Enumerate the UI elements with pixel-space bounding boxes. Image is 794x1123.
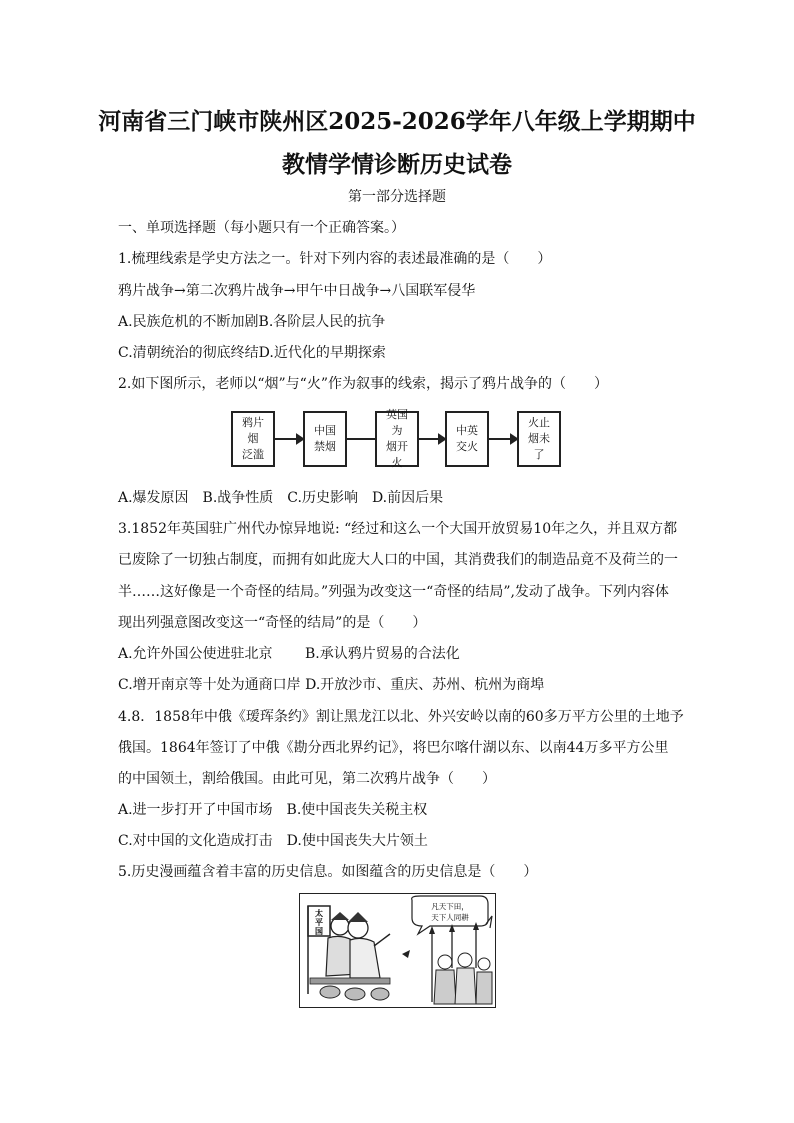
flow-box-1: 鸦片烟 泛滥 bbox=[231, 411, 275, 467]
q3-options-ab: A.允许外国公使进驻北京 B.承认鸦片贸易的合法化 bbox=[118, 646, 460, 662]
q4-line2: 俄国。1864年签订了中俄《勘分西北界约记》，将巴尔喀什湖以东、以南44万多平方公里 bbox=[118, 740, 669, 756]
bubble-line-1: 凡天下田， bbox=[431, 902, 469, 911]
q1-stem: 1.梳理线索是学史方法之一。针对下列内容的表述最准确的是（ ） bbox=[118, 251, 552, 267]
q1-sequence: 鸦片战争→第二次鸦片战争→甲午中日战争→八国联军侵华 bbox=[118, 283, 476, 299]
q4-options-cd: C.对中国的文化造成打击 D.使中国丧失大片领土 bbox=[118, 833, 428, 849]
q3-line1: 3.1852年英国驻广州代办惊异地说: “经过和这么一个大国开放贸易10年之久，并且双方都 bbox=[118, 521, 678, 537]
q1-options-ab: A.民族危机的不断加剧B.各阶层人民的抗争 bbox=[118, 314, 386, 330]
cartoon-drawing bbox=[300, 894, 494, 1006]
flag-char-1: 太 bbox=[315, 908, 323, 918]
flag-char-3: 国 bbox=[315, 926, 323, 936]
q1-options-cd: C.清朝统治的彻底终结D.近代化的早期探索 bbox=[118, 345, 386, 361]
flow-arrows bbox=[231, 411, 566, 471]
q3-options-cd: C.增开南京等十处为通商口岸 D.开放沙市、重庆、苏州、杭州为商埠 bbox=[118, 677, 545, 693]
q4-options-ab: A.进一步打开了中国市场 B.使中国丧失关税主权 bbox=[118, 802, 428, 818]
bubble-line-2: 天下人同耕 bbox=[431, 913, 469, 922]
q2-options: A.爆发原因 B.战争性质 C.历史影响 D.前因后果 bbox=[118, 490, 444, 506]
exam-title-line2: 教情学情诊断历史试卷 bbox=[282, 151, 512, 178]
q4-line3: 的中国领土，割给俄国。由此可见，第二次鸦片战争（ ） bbox=[118, 771, 496, 787]
q3-line2: 已废除了一切独占制度，而拥有如此庞大人口的中国，其消费我们的制造品竟不及荷兰的一 bbox=[118, 552, 678, 568]
flow-box-4: 中英 交火 bbox=[445, 411, 489, 467]
q2-stem: 2.如下图所示，老师以“烟”与“火”作为叙事的线索，揭示了鸦片战争的（ ） bbox=[118, 376, 608, 392]
section-heading: 一、单项选择题（每小题只有一个正确答案。） bbox=[118, 220, 405, 236]
q5-stem: 5.历史漫画蕴含着丰富的历史信息。如图蕴含的历史信息是（ ） bbox=[118, 864, 538, 880]
q3-line3: 半……这好像是一个奇怪的结局。”列强为改变这一“奇怪的结局”,发动了战争。下列内容体 bbox=[118, 584, 669, 600]
flow-box-5: 火止 烟未了 bbox=[517, 411, 561, 467]
flag-char-2: 平 bbox=[315, 917, 323, 927]
q5-cartoon-image bbox=[299, 893, 496, 1008]
q3-line4: 现出列强意图改变这一“奇怪的结局”的是（ ） bbox=[118, 615, 427, 631]
exam-title-line1: 河南省三门峡市陕州区2025-2026学年八年级上学期期中 bbox=[98, 108, 696, 135]
q2-flow-diagram bbox=[231, 408, 566, 471]
flow-box-2: 中国 禁烟 bbox=[303, 411, 347, 467]
q4-line1: 4.8．1858年中俄《瑷珲条约》割让黑龙江以北、外兴安岭以南的60多万平方公里的土地予 bbox=[118, 709, 684, 725]
flow-box-3: 英国为 烟开火 bbox=[375, 411, 419, 467]
part-heading: 第一部分选择题 bbox=[348, 189, 446, 205]
